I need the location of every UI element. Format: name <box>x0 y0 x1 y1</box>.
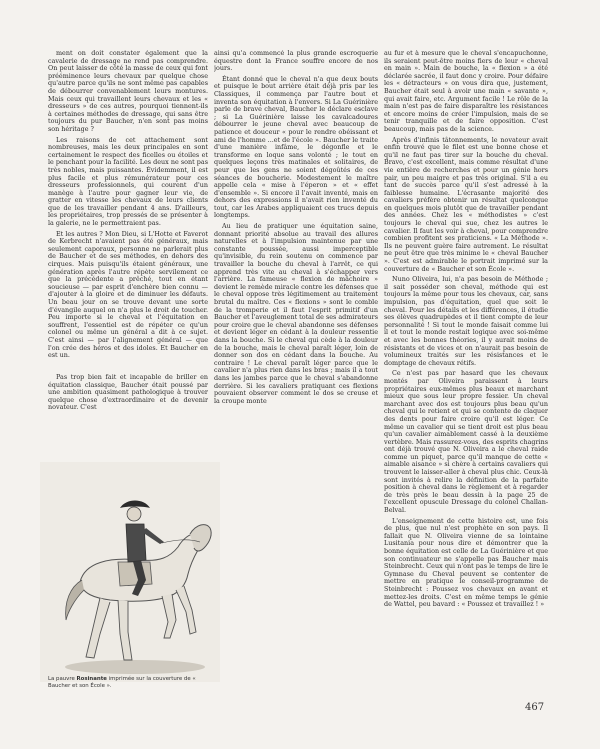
paragraph: Ce n'est pas par hasard que les chevaux montés par Oliveira paraissent à leurs propriétaires eux-mêmes plus beaux et marchant mieux que sous leur propre fessier. Un cheval marchant avec dos est toujours plus beau qu'un cheval qui le retient et qui se contente de claquer des dents pour faire croire qu'il est léger. Ce même un cavalier qui se tient droit est plus beau qu'un cavalier aimablement cassé à la deuxième vertèbre. Mais rassurez-vous, des esprits chagrins ont déjà trouvé que N. Oliveira a le cheval raide comme un piquet, parce qu'il manque de cette « aimable aisance » si chère à certains cavaliers qui trouvent le laisser-aller à cheval plus chic. Ceux-là sont invités à relire la définition de la parfaite position à cheval dans le règlement et à regarder de très près le beau dessin à la page 25 de l'excellent opuscule Dressage du colonel Challan-Belval. <box>384 369 548 515</box>
caption-text: imprimée sur la couverture de « Baucher et son École ». <box>48 676 196 689</box>
rider-head <box>127 507 141 521</box>
text-column-1-continued <box>48 374 208 460</box>
text-column-3 <box>384 50 548 715</box>
paragraph: Au lieu de pratiquer une équitation saine, donnant priorité absolue au travail des allures naturelles et à l'impulsion maintenue par une constante poussée, aussi imperceptible qu'invisible, du rein soutenu on commence par travailler la bouche du cheval à l'arrêt, ce qui apprend très vite au cheval à s'échapper vers l'arrière. La fameuse « flexion de mâchoire » devient le remède miracle contre les défenses que le cheval oppose très légitimement au traitement brutal du maître. Ces « flexions » sont le comble de la tromperie et il faut l'esprit primitif d'un Baucher et l'aveuglement total de ses admirateurs pour croire que le cheval abandonne ses défenses et devient léger en cédant à la douleur ressentie dans la bouche. Si le cheval qui cède à la douleur de la bouche, mais le cheval paraît léger, loin de donner son dos en cédant dans la bouche. Au contraire ! Le cheval paraît léger parce que le cavalier n'a plus rien dans les bras ; mais il a tout dans les jambes parce que le cheval s'abandonne derrière. Si les cavaliers pratiquant ces flexions pouvaient observer comment le dos se creuse et la croupe monte <box>214 222 378 405</box>
rider-torso <box>126 524 146 562</box>
paragraph: ment on doit constater également que la cavalerie de dressage ne rend pas comprendre. On peut laisser de côté la masse de ceux qui font prééminence leurs chevaux par quelque chose qu'autre parce qu'ils ne sont même pas capables de débourrer convenablement leurs montures. Mais ceux qui travaillent leurs chevaux et les « dresseurs » de ces autres, pourquoi tiennent-ils à certaines méthodes de dressage, qui sans être toujours du pur Baucher, n'en sont pas moins son héritage ? <box>48 50 208 133</box>
text-column-1 <box>48 50 208 420</box>
paragraph: Et les autres ? Mon Dieu, si L'Hotte et Faverot de Kerbrecht n'avaient pas été généraux, mais seulement caporaux, personne ne parlerait plus de Baucher et de ses méthodes, en dehors des cirques. Mais puisqu'ils étaient généraux, une génération après l'autre répète servilement ce que la précédente a prêché, tout en étant soucieuse — par esprit d'enchère bien connu — d'ajouter à la gloire et de diminuer les défauts. Un beau jour on se trouve devant une sorte d'évangile auquel on n'a plus le droit de toucher. Peu importe si le cheval et l'équitation en souffrent, l'essentiel est de répéter ce qu'un colonel ou même un général a dit à ce sujet. C'est ainsi — par l'alignement général — que l'on crée des héros et des idoles. Et Baucher en est un. <box>48 229 208 360</box>
paragraph: Étant donné que le cheval n'a que deux bouts et puisque le bout arrière était déjà pris par les Classiques, il commença par l'autre bout et inventa son équitation à l'envers. Si La Guérinière parle de brave cheval, Baucher le déclare esclave ; si La Guérinière laisse les cavalcadoures débourrer le jeune cheval avec beaucoup de patience et douceur « pour le rendre obéissant et ami de l'homme ...et de l'école ». Baucher le traite d'une manière infâme, le dégonfle et le transforme en loque sans volonté ; le tout en quelques leçons très matinales et solitaires, de peur que les gens ne soient dégoûtés de ces séances de boucherie. Modestement le maître appelle cela « mise à l'éperon » et « effet d'ensemble ». Si encore il l'avait inventé, mais en dehors des expressions il n'avait rien inventé du tout, car les Arabes appliquaient ces trucs depuis longtemps. <box>214 74 378 220</box>
page-number: 467 <box>525 702 545 713</box>
paragraph: Après d'infinis tâtonnements, le novateur avait enfin trouvé que le filet est une bonne chose et qu'il ne faut pas tirer sur la bouche du cheval. Bravo, c'est excellent, mais comme résultat d'une vie entière de recherches et pour un génie hors pair, un peu maigre et pas très original. S'il a eu tant de succès parce qu'il s'est adressé à la faiblesse humaine. L'écrasante majorité des cavaliers préfère obtenir un résultat quelconque en quelques mois plutôt que de travailler pendant des années. Chez les « méthodistes » c'est toujours le cheval qui sue, chez les autres le cavalier. Il faut les voir à cheval, pour comprendre combien profitent ses praticiens. « La Méthode ». Ils ne peuvent guère faire autrement. Le résultat ne peut être que très minime le « cheval Baucher ». C'est est admirable le portrait imprimé sur la couverture de « Baucher et son École ». <box>384 135 548 273</box>
caption-prefix: La pauvre <box>48 676 75 682</box>
paragraph: au fur et à mesure que le cheval s'encapuchonne, ils seraient peut-être moins fiers de leur « cheval en main ». Main de bouche, la « flexion » a été déclarée sacrée, il faut donc y croire. Pour défaire les « détracteurs » on vous dira que, justement, Baucher était seul à avoir une main « savante », qui avait faire, etc. Argument facile ! Le rôle de la main n'est pas de faire disparaître les résistances et encore moins de créer l'impulsion, mais de se tenir tranquille et de faire opposition. C'est beaucoup, mais pas de la science. <box>384 50 548 133</box>
ground-shadow <box>65 660 205 674</box>
paragraph: ainsi qu'a commencé la plus grande escroquerie équestre dont la France souffre encore de nos jours. <box>214 50 378 73</box>
caption-name: Rosinante <box>76 676 107 682</box>
illustration-horse-rider <box>40 462 220 682</box>
text-column-2 <box>214 50 378 660</box>
illustration-caption <box>48 676 206 689</box>
paragraph: Pas trop bien fait et incapable de briller en équitation classique, Baucher était poussé par une ambition quasiment pathologique à trouver quelque chose d'extraordinaire et de devenir novateur. C'est <box>48 374 208 412</box>
paragraph: Les raisons de cet attachement sont nombreuses, mais les deux principales en sont certainement le respect des ficelles ou étoiles et le penchant pour la facilité. Les deux ne sont pas très nobles, mais puissantes. Évidemment, il est plus facile et plus rémunérateur pour ces dresseurs professionnels, qui courent d'un manège à l'autre pour gagner leur vie, de gratter en vitesse les chevaux de leurs clients que de les travailler pendant 4 ans. D'ailleurs, les propriétaires, trop pressés de se présenter à la galerie, ne le permettraient pas. <box>48 135 208 228</box>
paragraph: Nuno Oliveira, lui, n'a pas besoin de Méthode ; il sait posséder son cheval, méthode qui est toujours la même pour tous les chevaux, car, sans impulsion, pas d'équitation, quel que soit le cheval. Pour les détails et les différences, il étudie ses élèves quadrupèdes et il tient compte de leur personnalité ! Si tout le monde faisait comme lui il et tout le monde restait logique avec soi-même et avec les bonnes théories, il y aurait moins de résistants et de vices et on n'aurait pas besoin de volumineux traités sur les résistances et le domptage de chevaux rétifs. <box>384 275 548 367</box>
paragraph: L'enseignement de cette histoire est, une fois de plus, que nul n'est prophète en son pays. Il fallait que N. Oliveira vienne de sa lointaine Lusitania pour nous dire et démontrer que la bonne équitation est celle de La Guérinière et que son continuateur ne s'appelle pas Baucher mais Steinbrecht. Ceux qui n'ont pas le temps de lire le Gymnase du Cheval peuvent se contenter de mettre en pratique le conseil-programme de Steinbrecht : Poussez vos chevaux en avant et mettez-les droits. C'est en même temps le génie de Wattel, peu bavard : « Poussez et travaillez ! » <box>384 516 548 609</box>
